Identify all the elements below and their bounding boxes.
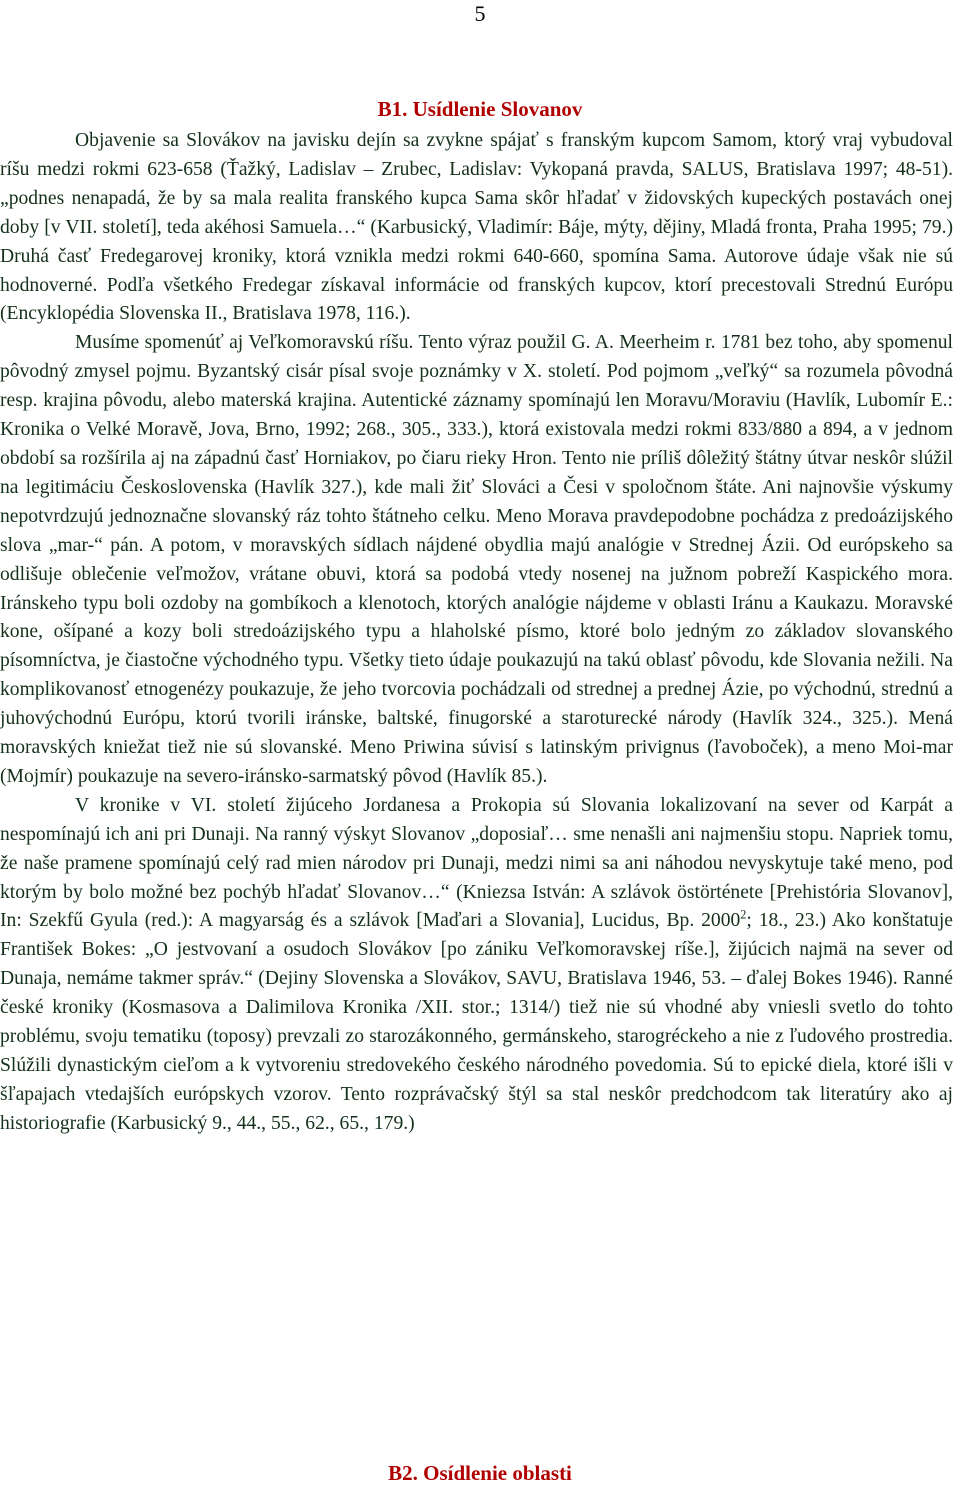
page-number: 5: [474, 1, 486, 26]
edition-superscript: 2: [740, 907, 747, 922]
paragraph: Objavenie sa Slovákov na javisku dejín sa zvykne spájať s franským kupcom Samom, ktorý vraj vybudoval ríšu medzi rokmi 623-658 (Ťažký, Ladislav – Zrubec, Ladislav: Vykopaná pravda, SALUS, Bratislava 1997; 48-51). „podnes nenapadá, že by sa mala realita franského kupca Sama skôr hľadať v židovských kupeckých postavách onej doby [v VII. století], teda akéhosi Samuela…“ (Karbusický, Vladimír: Báje, mýty, dějiny, Mladá fronta, Praha 1995; 79.) Druhá časť Fredegarovej kroniky, ktorá vznikla medzi rokmi 640-660, spomína Sama. Autorove údaje však nie sú hodnoverné. Podľa všetkého Fredegar získaval informácie od franských kupcov, ktorí precestovali Strednú Európu (Encyklopédia Slovenska II., Bratislava 1978, 116.).: [0, 130, 953, 325]
paragraph-text: V kronike v VI. století žijúceho Jordanesa a Prokopia sú Slovania lokalizovaní na sever od Karpát a nespomínajú ich ani pri Dunaji. Na ranný výskyt Slovanov „doposiaľ… sme nenašli ani najmenšiu stopu. Napriek tomu, že naše pramene spomínajú celý rad mien národov pri Dunaji, medzi nimi sa ani náhodou nevyskytuje také meno, pod ktorým by bolo možné bez pochýb hľadať Slovanov…“ (Kniezsa István: A szlávok östörténete [Prehistória Slovanov], In: Szekfű Gyula (red.): A magyarság és a szlávok [Maďari a Slovania], Lucidus, Bp. 2000: [0, 794, 953, 932]
section-heading-b2: B2. Osídlenie oblasti: [388, 1461, 572, 1485]
body-text: [0, 127, 953, 1139]
paragraph: Musíme spomenúť aj Veľkomoravskú ríšu. Tento výraz použil G. A. Meerheim r. 1781 bez toho, aby spomenul pôvodný zmysel pojmu. Byzantský cisár písal svoje poznámky v X. století. Pod pojmom „veľký“ sa rozumela pôvodná resp. krajina pôvodu, alebo materská krajina. Autentické záznamy spomínajú len Moravu/Moraviu (Havlík, Lubomír E.: Kronika o Velké Moravě, Jova, Brno, 1992; 268., 305., 333.), ktorá existovala medzi rokmi 833/880 a 894, a v jednom období sa rozšírila aj na západnú časť Horniakov, po čiaru rieky Hron. Tento nie príliš dôležitý štátny útvar neskôr slúžil na legitimáciu Československa (Havlík 327.), kde mali žiť Slováci a Česi v spoločnom štáte. Ani najnovšie výskumy nepotvrdzujú jednoznačne slovanský ráz tohto štátneho celku. Meno Morava pravdepodobne pochádza z predoázijského slova „mar-“ pán. A potom, v moravských sídlach nájdené obydlia majú analógie v Strednej Ázii. Od európskeho sa odlišuje oblečenie veľmožov, vrátane obuvi, ktorá sa podobá vtedy nosenej na južnom pobreží Kaspického mora. Iránskeho typu boli ozdoby na gombíkoch a klenotoch, ktorých analógie nájdeme v oblasti Iránu a Kaukazu. Moravské kone, ošípané a kozy boli stredoázijského typu a hlaholské písmo, ktoré bolo jedným zo základov slovanského písomníctva, je čiastočne východného typu. Všetky tieto údaje poukazujú na takú oblasť pôvodu, kde Slovania nežili. Na komplikovanosť etnogenézy poukazuje, že jeho tvorcovia pochádzali od strednej a prednej Ázie, po východnú, strednú a juhovýchodnú Európu, ktorú tvorili iránske, baltské, finugorské a staroturecké národy (Havlík 324., 325.). Mená moravských kniežat tiež nie sú slovanské. Meno Priwina súvisí s latinským privignus (ľavoboček), a meno Moi-mar (Mojmír) poukazuje na severo-iránsko-sarmatský pôvod (Havlík 85.).: [0, 332, 953, 787]
section-heading-b1: B1. Usídlenie Slovanov: [377, 97, 583, 121]
paragraph-text: ; 18., 23.) Ako konštatuje František Bokes: „O jestvovaní a osudoch Slovákov [po zániku Veľkomoravskej ríše.], žijúcich najmä na sever od Dunaja, nemáme takmer správ.“ (Dejiny Slovenska a Slovákov, SAVU, Bratislava 1946, 53. – ďalej Bokes 1946). Ranné české kroniky (Kosmasova a Dalimilova Kronika /XII. stor.; 1314/) tiež nie sú vhodné aby vniesli svetlo do tohto problému, svoju tematiku (toposy) prevzali zo starozákonného, germánskeho, starogréckeho a nie z ľudového prostredia. Slúžili dynastickým cieľom a k vytvoreniu stredovekého českého národného povedomia. Sú to epické diela, ktoré išli v šľapajach vtedajších európskych vzorov. Tento rozprávačský štýl sa stal neskôr predchodcom tak literatúry ako aj historiografie (Karbusický 9., 44., 55., 62., 65., 179.): [0, 910, 953, 1134]
paragraph: [0, 792, 953, 1139]
